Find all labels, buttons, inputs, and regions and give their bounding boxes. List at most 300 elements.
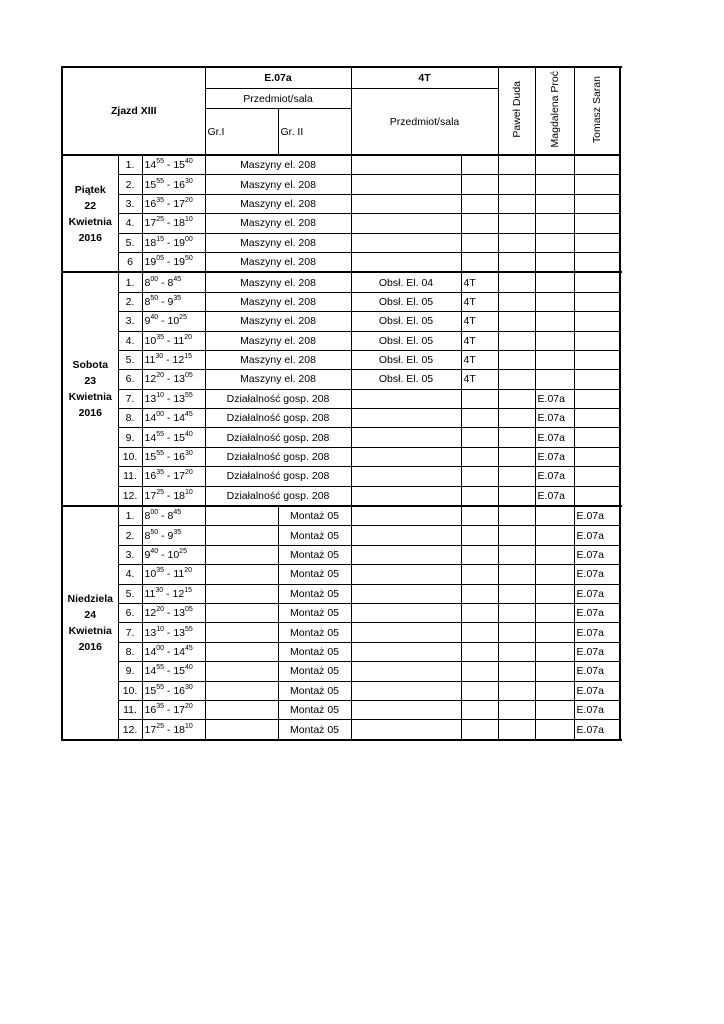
lesson-time: $17^{25} - 18^{10}$: [142, 214, 205, 233]
schedule-table: [61, 66, 621, 741]
teacher-duda-cell: [498, 526, 535, 545]
teacher-saran-cell: [574, 350, 620, 369]
lesson-time: $16^{35} - 17^{20}$: [142, 700, 205, 719]
class-e07a-header: E.07a: [205, 67, 351, 89]
lesson-row: [62, 194, 620, 213]
4t-class-cell: [461, 642, 498, 661]
teacher-saran-cell: E.07a: [574, 545, 620, 564]
4t-class-cell: [461, 389, 498, 408]
lesson-row: [62, 486, 620, 506]
lesson-number: 11.: [118, 700, 142, 719]
teacher-proc-cell: E.07a: [535, 447, 574, 466]
lesson-number: 1.: [118, 155, 142, 175]
lesson-row: [62, 681, 620, 700]
day-label-line: Kwietnia: [68, 391, 112, 404]
teacher-proc-cell: [535, 175, 574, 194]
4t-class-cell: [461, 175, 498, 194]
lesson-number: 8.: [118, 409, 142, 428]
teacher-proc-cell: [535, 233, 574, 252]
4t-class-cell: [461, 155, 498, 175]
day-label: [62, 506, 118, 740]
lesson-row: [62, 467, 620, 486]
teacher-duda-cell: [498, 642, 535, 661]
4t-subject-cell: [351, 642, 461, 661]
day-label-line: 23: [84, 375, 97, 388]
teacher-saran-cell: [574, 175, 620, 194]
4t-class-cell: 4T: [461, 370, 498, 389]
day-label: [62, 155, 118, 272]
teacher-proc-cell: [535, 214, 574, 233]
lesson-time: $9^{40} - 10^{25}$: [142, 545, 205, 564]
lesson-row: [62, 389, 620, 408]
lesson-time: $13^{10} - 13^{55}$: [142, 623, 205, 642]
zjazd-label: Zjazd XIII: [62, 67, 205, 155]
teacher-saran-cell: [574, 447, 620, 466]
teacher-proc-cell: [535, 350, 574, 369]
teacher-duda-cell: [498, 389, 535, 408]
4t-subject-cell: [351, 486, 461, 506]
lesson-time: $14^{00} - 14^{45}$: [142, 409, 205, 428]
teacher-proc-cell: [535, 584, 574, 603]
4t-subject-cell: [351, 662, 461, 681]
lesson-time: $14^{55} - 15^{40}$: [142, 155, 205, 175]
e07a-subject-cell: Działalność gosp. 208: [205, 447, 351, 466]
e07a-group1-cell: [205, 700, 278, 719]
teacher-saran-cell: E.07a: [574, 603, 620, 622]
lesson-number: 11.: [118, 467, 142, 486]
e07a-group2-cell: Montaż 05: [278, 603, 351, 622]
4t-class-cell: [461, 565, 498, 584]
group-1-header: Gr.I: [205, 109, 278, 156]
teacher-duda-cell: [498, 350, 535, 369]
teacher-proc-cell: E.07a: [535, 409, 574, 428]
4t-class-cell: [461, 720, 498, 740]
teacher-proc-cell: [535, 292, 574, 311]
lesson-number: 3.: [118, 545, 142, 564]
lesson-time: $9^{40} - 10^{25}$: [142, 312, 205, 331]
lesson-row: [62, 720, 620, 740]
4t-subject-cell: [351, 233, 461, 252]
e07a-group2-cell: Montaż 05: [278, 545, 351, 564]
lesson-row: [62, 623, 620, 642]
teacher-proc-cell: [535, 312, 574, 331]
lesson-row: [62, 506, 620, 526]
teacher-duda-cell: [498, 603, 535, 622]
lesson-number: 10.: [118, 681, 142, 700]
lesson-time: $15^{55} - 16^{30}$: [142, 681, 205, 700]
e07a-subject-cell: Maszyny el. 208: [205, 350, 351, 369]
lesson-number: 12.: [118, 720, 142, 740]
e07a-subject-cell: Maszyny el. 208: [205, 370, 351, 389]
e07a-group2-cell: Montaż 05: [278, 584, 351, 603]
teacher-duda-cell: [498, 447, 535, 466]
teacher-duda-cell: [498, 194, 535, 213]
4t-subject-cell: [351, 506, 461, 526]
teacher-saran-cell: E.07a: [574, 623, 620, 642]
lesson-number: 5.: [118, 233, 142, 252]
4t-class-cell: [461, 486, 498, 506]
lesson-number: 7.: [118, 389, 142, 408]
teacher-saran-cell: [574, 292, 620, 311]
teacher-proc-cell: [535, 565, 574, 584]
teacher-saran-cell: [574, 428, 620, 447]
subject-room-header-4t: Przedmiot/sala: [351, 89, 498, 156]
e07a-group1-cell: [205, 681, 278, 700]
e07a-subject-cell: Maszyny el. 208: [205, 214, 351, 233]
4t-class-cell: [461, 545, 498, 564]
e07a-group2-cell: Montaż 05: [278, 662, 351, 681]
day-label-line: 2016: [78, 231, 102, 244]
day-label-line: 2016: [78, 640, 102, 653]
lesson-number: 9.: [118, 428, 142, 447]
lesson-row: [62, 233, 620, 252]
teacher-proc-cell: [535, 331, 574, 350]
4t-subject-cell: [351, 526, 461, 545]
teacher-duda-cell: [498, 681, 535, 700]
teacher-proc-cell: [535, 720, 574, 740]
teacher-duda-cell: [498, 252, 535, 272]
4t-class-cell: [461, 214, 498, 233]
teacher-proc-cell: [535, 370, 574, 389]
4t-class-cell: 4T: [461, 350, 498, 369]
lesson-number: 4.: [118, 565, 142, 584]
4t-subject-cell: Obsł. El. 05: [351, 292, 461, 311]
4t-class-cell: [461, 681, 498, 700]
lesson-row: [62, 292, 620, 311]
teacher-tomasz-saran: Tomasz Saran: [574, 67, 620, 155]
teacher-saran-cell: E.07a: [574, 584, 620, 603]
teacher-proc-cell: [535, 642, 574, 661]
teacher-proc-cell: [535, 272, 574, 292]
4t-class-cell: 4T: [461, 331, 498, 350]
teacher-duda-cell: [498, 233, 535, 252]
class-4t-header: 4T: [351, 67, 498, 89]
lesson-number: 2.: [118, 175, 142, 194]
4t-class-cell: [461, 506, 498, 526]
4t-subject-cell: [351, 700, 461, 719]
teacher-duda-cell: [498, 409, 535, 428]
e07a-subject-cell: Maszyny el. 208: [205, 233, 351, 252]
4t-subject-cell: [351, 447, 461, 466]
lesson-row: [62, 175, 620, 194]
teacher-duda-cell: [498, 272, 535, 292]
4t-class-cell: [461, 662, 498, 681]
lesson-row: [62, 662, 620, 681]
e07a-group2-cell: Montaż 05: [278, 506, 351, 526]
teacher-proc-cell: [535, 681, 574, 700]
day-label-line: 24: [84, 608, 97, 621]
e07a-group2-cell: Montaż 05: [278, 700, 351, 719]
e07a-subject-cell: Maszyny el. 208: [205, 175, 351, 194]
teacher-saran-cell: [574, 194, 620, 213]
4t-subject-cell: [351, 681, 461, 700]
lesson-row: [62, 545, 620, 564]
e07a-group1-cell: [205, 662, 278, 681]
teacher-proc-cell: E.07a: [535, 467, 574, 486]
teacher-duda-cell: [498, 292, 535, 311]
teacher-saran-cell: [574, 389, 620, 408]
lesson-time: $10^{35} - 11^{20}$: [142, 331, 205, 350]
lesson-number: 6.: [118, 603, 142, 622]
lesson-number: 5.: [118, 350, 142, 369]
4t-subject-cell: Obsł. El. 05: [351, 312, 461, 331]
teacher-saran-cell: [574, 312, 620, 331]
lesson-number: 6: [118, 252, 142, 272]
lesson-time: $17^{25} - 18^{10}$: [142, 720, 205, 740]
teacher-duda-cell: [498, 155, 535, 175]
lesson-time: $10^{35} - 11^{20}$: [142, 565, 205, 584]
4t-subject-cell: [351, 623, 461, 642]
teacher-duda-cell: [498, 545, 535, 564]
e07a-group1-cell: [205, 642, 278, 661]
4t-subject-cell: [351, 194, 461, 213]
lesson-number: 1.: [118, 272, 142, 292]
subject-room-header-e07a: Przedmiot/sala: [205, 89, 351, 109]
lesson-time: $15^{55} - 16^{30}$: [142, 447, 205, 466]
lesson-time: $15^{55} - 16^{30}$: [142, 175, 205, 194]
teacher-duda-cell: [498, 662, 535, 681]
lesson-time: $11^{30} - 12^{15}$: [142, 350, 205, 369]
lesson-row: [62, 584, 620, 603]
teacher-saran-cell: E.07a: [574, 720, 620, 740]
e07a-group1-cell: [205, 603, 278, 622]
e07a-subject-cell: Działalność gosp. 208: [205, 389, 351, 408]
teacher-saran-cell: [574, 370, 620, 389]
day-label-line: Kwietnia: [68, 215, 112, 228]
teacher-saran-cell: [574, 214, 620, 233]
lesson-time: $14^{55} - 15^{40}$: [142, 662, 205, 681]
day-label: [62, 272, 118, 506]
teacher-proc-cell: [535, 506, 574, 526]
4t-class-cell: [461, 428, 498, 447]
teacher-proc-cell: [535, 155, 574, 175]
lesson-time: $13^{10} - 13^{55}$: [142, 389, 205, 408]
lesson-number: 8.: [118, 642, 142, 661]
lesson-row: [62, 447, 620, 466]
teacher-duda-cell: [498, 331, 535, 350]
teacher-duda-cell: [498, 565, 535, 584]
4t-class-cell: 4T: [461, 272, 498, 292]
teacher-proc-cell: [535, 252, 574, 272]
teacher-saran-cell: E.07a: [574, 681, 620, 700]
4t-subject-cell: [351, 720, 461, 740]
lesson-row: [62, 428, 620, 447]
teacher-magdalena-proc: Magdalena Proć: [535, 67, 574, 155]
teacher-duda-cell: [498, 486, 535, 506]
e07a-group1-cell: [205, 506, 278, 526]
lesson-number: 6.: [118, 370, 142, 389]
lesson-row: [62, 370, 620, 389]
teacher-saran-cell: E.07a: [574, 565, 620, 584]
teacher-duda-cell: [498, 700, 535, 719]
e07a-subject-cell: Maszyny el. 208: [205, 155, 351, 175]
lesson-time: $8^{50} - 9^{35}$: [142, 526, 205, 545]
lesson-time: $14^{00} - 14^{45}$: [142, 642, 205, 661]
4t-class-cell: [461, 623, 498, 642]
lesson-number: 4.: [118, 331, 142, 350]
teacher-proc-cell: [535, 603, 574, 622]
lesson-row: [62, 409, 620, 428]
e07a-subject-cell: Maszyny el. 208: [205, 331, 351, 350]
e07a-group2-cell: Montaż 05: [278, 565, 351, 584]
day-label-line: 22: [84, 199, 97, 212]
lesson-row: [62, 312, 620, 331]
e07a-subject-cell: Działalność gosp. 208: [205, 428, 351, 447]
lesson-row: [62, 331, 620, 350]
schedule-body: [62, 67, 620, 740]
e07a-group2-cell: Montaż 05: [278, 681, 351, 700]
lesson-time: $8^{50} - 9^{35}$: [142, 292, 205, 311]
e07a-subject-cell: Maszyny el. 208: [205, 292, 351, 311]
teacher-duda-cell: [498, 370, 535, 389]
lesson-number: 3.: [118, 312, 142, 331]
teacher-saran-cell: [574, 467, 620, 486]
teacher-saran-cell: [574, 155, 620, 175]
4t-subject-cell: [351, 389, 461, 408]
4t-subject-cell: [351, 409, 461, 428]
teacher-saran-cell: [574, 331, 620, 350]
e07a-group2-cell: Montaż 05: [278, 642, 351, 661]
e07a-subject-cell: Maszyny el. 208: [205, 272, 351, 292]
4t-subject-cell: [351, 545, 461, 564]
e07a-group2-cell: Montaż 05: [278, 720, 351, 740]
e07a-group1-cell: [205, 584, 278, 603]
4t-subject-cell: [351, 214, 461, 233]
day-label-line: Piątek: [74, 183, 106, 196]
day-label-line: Niedziela: [67, 592, 114, 605]
4t-class-cell: [461, 409, 498, 428]
teacher-saran-cell: [574, 252, 620, 272]
lesson-number: 5.: [118, 584, 142, 603]
4t-subject-cell: [351, 155, 461, 175]
e07a-group1-cell: [205, 565, 278, 584]
lesson-time: $8^{00} - 8^{45}$: [142, 272, 205, 292]
4t-subject-cell: Obsł. El. 05: [351, 350, 461, 369]
teacher-duda-cell: [498, 584, 535, 603]
lesson-time: $18^{15} - 19^{00}$: [142, 233, 205, 252]
teacher-duda-cell: [498, 467, 535, 486]
lesson-time: $12^{20} - 13^{05}$: [142, 370, 205, 389]
teacher-duda-cell: [498, 623, 535, 642]
4t-subject-cell: Obsł. El. 04: [351, 272, 461, 292]
teacher-duda-cell: [498, 214, 535, 233]
teacher-proc-cell: [535, 700, 574, 719]
teacher-saran-cell: E.07a: [574, 526, 620, 545]
e07a-group2-cell: Montaż 05: [278, 623, 351, 642]
4t-subject-cell: [351, 428, 461, 447]
teacher-duda-cell: [498, 428, 535, 447]
4t-class-cell: [461, 447, 498, 466]
teacher-duda-cell: [498, 506, 535, 526]
4t-subject-cell: [351, 584, 461, 603]
lesson-time: $16^{35} - 17^{20}$: [142, 467, 205, 486]
e07a-subject-cell: Maszyny el. 208: [205, 194, 351, 213]
e07a-group1-cell: [205, 526, 278, 545]
teacher-saran-cell: E.07a: [574, 642, 620, 661]
4t-subject-cell: [351, 603, 461, 622]
4t-class-cell: 4T: [461, 312, 498, 331]
lesson-row: [62, 252, 620, 272]
4t-class-cell: [461, 603, 498, 622]
e07a-group2-cell: Montaż 05: [278, 526, 351, 545]
lesson-row: [62, 603, 620, 622]
header-row-1: [62, 67, 620, 89]
lesson-number: 9.: [118, 662, 142, 681]
teacher-pawel-duda: Paweł Duda: [498, 67, 535, 155]
e07a-subject-cell: Działalność gosp. 208: [205, 467, 351, 486]
teacher-duda-cell: [498, 175, 535, 194]
lesson-time: $8^{00} - 8^{45}$: [142, 506, 205, 526]
e07a-subject-cell: Działalność gosp. 208: [205, 409, 351, 428]
4t-subject-cell: [351, 175, 461, 194]
lesson-row: [62, 565, 620, 584]
lesson-number: 1.: [118, 506, 142, 526]
group-2-header: Gr. II: [278, 109, 351, 156]
lesson-time: $16^{35} - 17^{20}$: [142, 194, 205, 213]
lesson-time: $19^{05} - 19^{50}$: [142, 252, 205, 272]
4t-subject-cell: Obsł. El. 05: [351, 331, 461, 350]
4t-class-cell: [461, 700, 498, 719]
teacher-proc-cell: [535, 545, 574, 564]
teacher-saran-cell: [574, 233, 620, 252]
4t-class-cell: [461, 584, 498, 603]
lesson-number: 10.: [118, 447, 142, 466]
lesson-row: [62, 155, 620, 175]
teacher-duda-cell: [498, 720, 535, 740]
teacher-saran-cell: [574, 409, 620, 428]
e07a-group1-cell: [205, 720, 278, 740]
lesson-time: $11^{30} - 12^{15}$: [142, 584, 205, 603]
lesson-number: 2.: [118, 292, 142, 311]
4t-class-cell: [461, 467, 498, 486]
lesson-row: [62, 526, 620, 545]
teacher-saran-cell: [574, 272, 620, 292]
lesson-number: 2.: [118, 526, 142, 545]
teacher-proc-cell: E.07a: [535, 486, 574, 506]
lesson-time: $12^{20} - 13^{05}$: [142, 603, 205, 622]
4t-class-cell: [461, 233, 498, 252]
teacher-saran-cell: E.07a: [574, 662, 620, 681]
teacher-proc-cell: [535, 194, 574, 213]
lesson-row: [62, 700, 620, 719]
4t-subject-cell: Obsł. El. 05: [351, 370, 461, 389]
4t-class-cell: [461, 194, 498, 213]
teacher-proc-cell: [535, 662, 574, 681]
e07a-subject-cell: Działalność gosp. 208: [205, 486, 351, 506]
teacher-proc-cell: [535, 623, 574, 642]
teacher-saran-cell: [574, 486, 620, 506]
4t-subject-cell: [351, 467, 461, 486]
lesson-row: [62, 642, 620, 661]
teacher-proc-cell: E.07a: [535, 428, 574, 447]
e07a-subject-cell: Maszyny el. 208: [205, 252, 351, 272]
lesson-time: $14^{55} - 15^{40}$: [142, 428, 205, 447]
teacher-duda-cell: [498, 312, 535, 331]
lesson-number: 7.: [118, 623, 142, 642]
4t-class-cell: [461, 526, 498, 545]
e07a-group1-cell: [205, 623, 278, 642]
lesson-time: $17^{25} - 18^{10}$: [142, 486, 205, 506]
teacher-proc-cell: E.07a: [535, 389, 574, 408]
lesson-row: [62, 350, 620, 369]
4t-class-cell: [461, 252, 498, 272]
lesson-row: [62, 272, 620, 292]
4t-subject-cell: [351, 565, 461, 584]
day-label-line: Kwietnia: [68, 624, 112, 637]
4t-class-cell: 4T: [461, 292, 498, 311]
day-label-line: 2016: [78, 407, 102, 420]
4t-subject-cell: [351, 252, 461, 272]
